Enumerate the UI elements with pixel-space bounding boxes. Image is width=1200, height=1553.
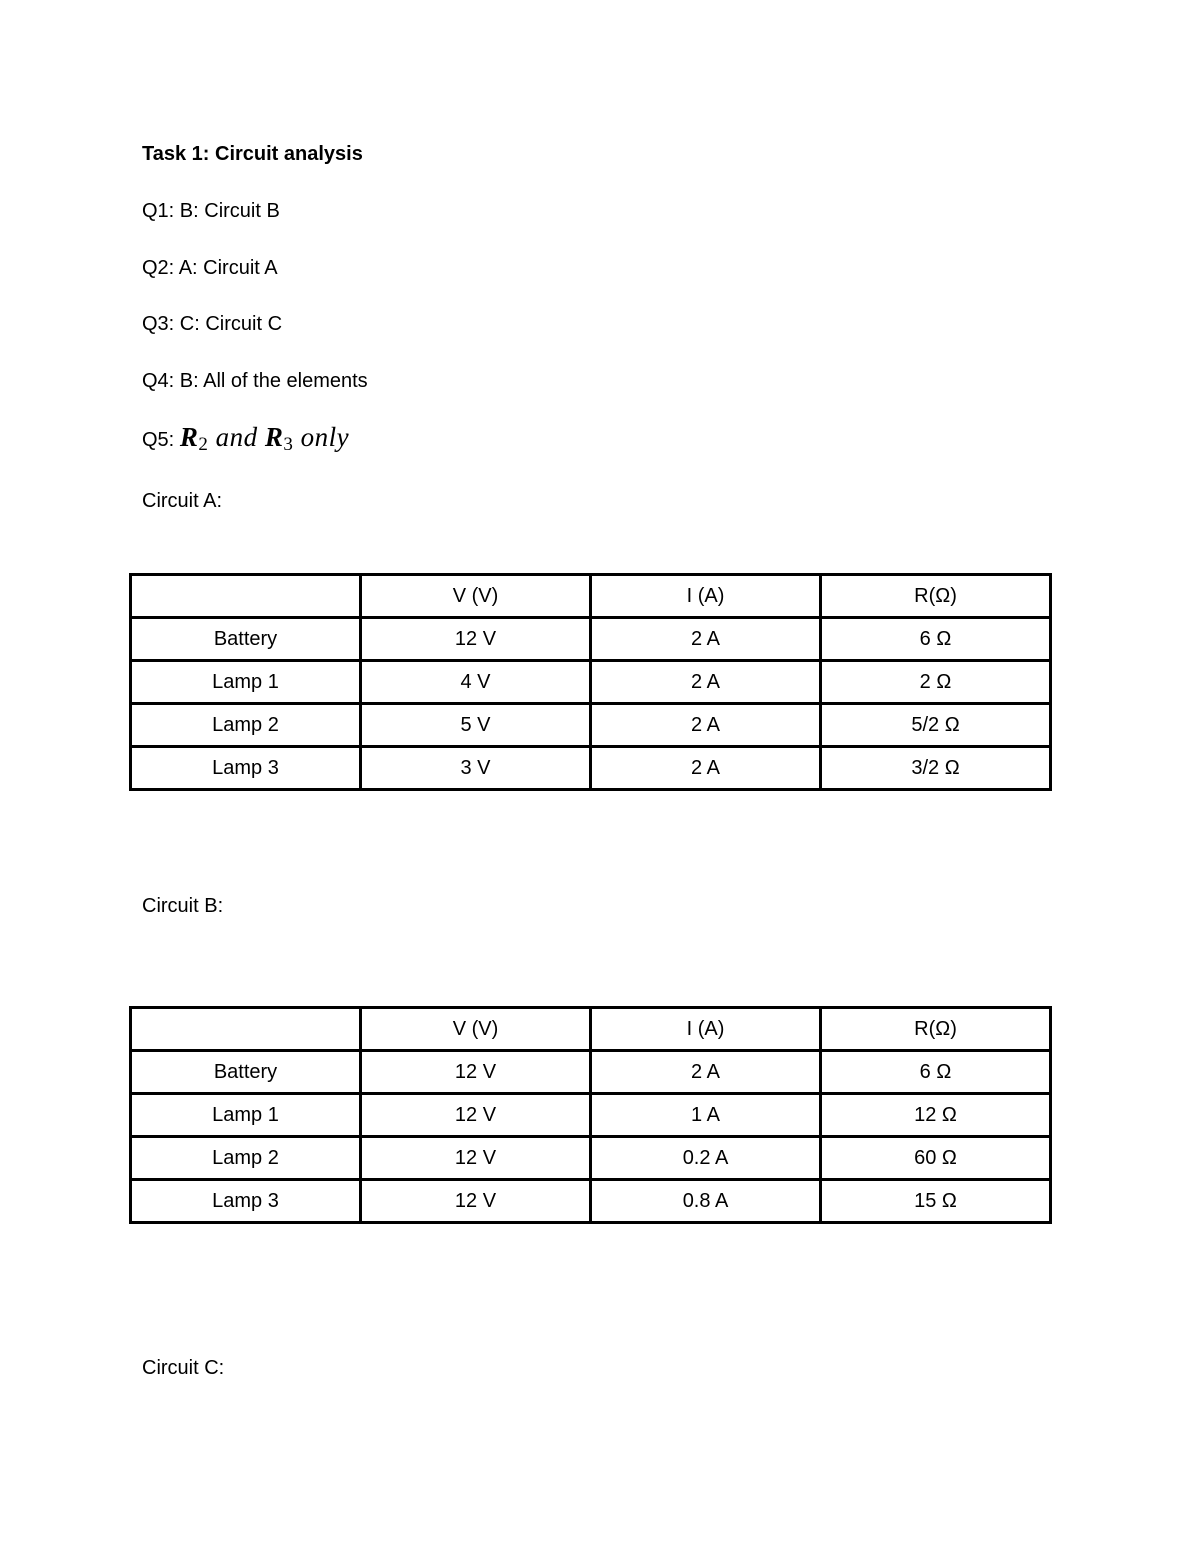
circuit-b-label: Circuit B:: [142, 895, 224, 917]
header-cell: R(Ω): [821, 1008, 1051, 1051]
circuit-c-label: Circuit C:: [142, 1357, 225, 1379]
table-row: [131, 1094, 1051, 1137]
table-cell: 5/2 Ω: [821, 704, 1051, 747]
table-cell: 4 V: [361, 661, 591, 704]
formula-r2: R: [179, 422, 199, 452]
table-cell: 2 Ω: [821, 661, 1051, 704]
table-cell: 0.8 A: [591, 1180, 821, 1223]
formula-r3-subscript: 3: [283, 434, 294, 455]
formula-r3: R: [264, 422, 284, 452]
table-cell: Lamp 3: [131, 747, 361, 790]
header-cell: I (A): [591, 1008, 821, 1051]
answer-q3: Q3: C: Circuit C: [142, 313, 283, 335]
circuit-b-table: [129, 1006, 1052, 1224]
table-cell: 3/2 Ω: [821, 747, 1051, 790]
header-cell: V (V): [361, 575, 591, 618]
table-row: [131, 747, 1051, 790]
table-row: [131, 704, 1051, 747]
table-cell: Lamp 2: [131, 1137, 361, 1180]
table-cell: Lamp 3: [131, 1180, 361, 1223]
answer-q5-formula: [179, 422, 350, 455]
table-cell: 12 V: [361, 1180, 591, 1223]
answer-q4: Q4: B: All of the elements: [142, 370, 368, 392]
table-row: [131, 1137, 1051, 1180]
table-cell: Lamp 2: [131, 704, 361, 747]
formula-only: only: [293, 422, 350, 452]
table-cell: 6 Ω: [821, 618, 1051, 661]
table-cell: 0.2 A: [591, 1137, 821, 1180]
table-cell: 12 V: [361, 1094, 591, 1137]
table-cell: 3 V: [361, 747, 591, 790]
table-cell: Lamp 1: [131, 1094, 361, 1137]
table-header-row: [131, 1008, 1051, 1051]
table-cell: 2 A: [591, 618, 821, 661]
table-row: [131, 618, 1051, 661]
table-cell: 2 A: [591, 661, 821, 704]
table-cell: 60 Ω: [821, 1137, 1051, 1180]
table-cell: Battery: [131, 618, 361, 661]
circuit-a-table: [129, 573, 1052, 791]
formula-and: and: [208, 422, 265, 452]
table-cell: 12 V: [361, 1051, 591, 1094]
table-row: [131, 661, 1051, 704]
circuit-a-label: Circuit A:: [142, 490, 223, 512]
answer-q1: Q1: B: Circuit B: [142, 200, 280, 222]
table-cell: Lamp 1: [131, 661, 361, 704]
answer-q5: [142, 422, 350, 455]
table-row: [131, 1180, 1051, 1223]
table-header-row: [131, 575, 1051, 618]
table-cell: 5 V: [361, 704, 591, 747]
header-cell: [131, 1008, 361, 1051]
table-cell: 6 Ω: [821, 1051, 1051, 1094]
table-cell: 1 A: [591, 1094, 821, 1137]
table-cell: 15 Ω: [821, 1180, 1051, 1223]
header-cell: [131, 575, 361, 618]
answer-q5-prefix: Q5:: [142, 429, 175, 451]
table-cell: 12 V: [361, 1137, 591, 1180]
header-cell: R(Ω): [821, 575, 1051, 618]
header-cell: I (A): [591, 575, 821, 618]
table-cell: Battery: [131, 1051, 361, 1094]
formula-r2-subscript: 2: [198, 434, 209, 455]
page-title: Task 1: Circuit analysis: [142, 143, 363, 165]
table-cell: 2 A: [591, 1051, 821, 1094]
answer-q2: Q2: A: Circuit A: [142, 257, 278, 279]
table-cell: 12 V: [361, 618, 591, 661]
table-cell: 2 A: [591, 747, 821, 790]
table-cell: 12 Ω: [821, 1094, 1051, 1137]
table-cell: 2 A: [591, 704, 821, 747]
header-cell: V (V): [361, 1008, 591, 1051]
table-row: [131, 1051, 1051, 1094]
